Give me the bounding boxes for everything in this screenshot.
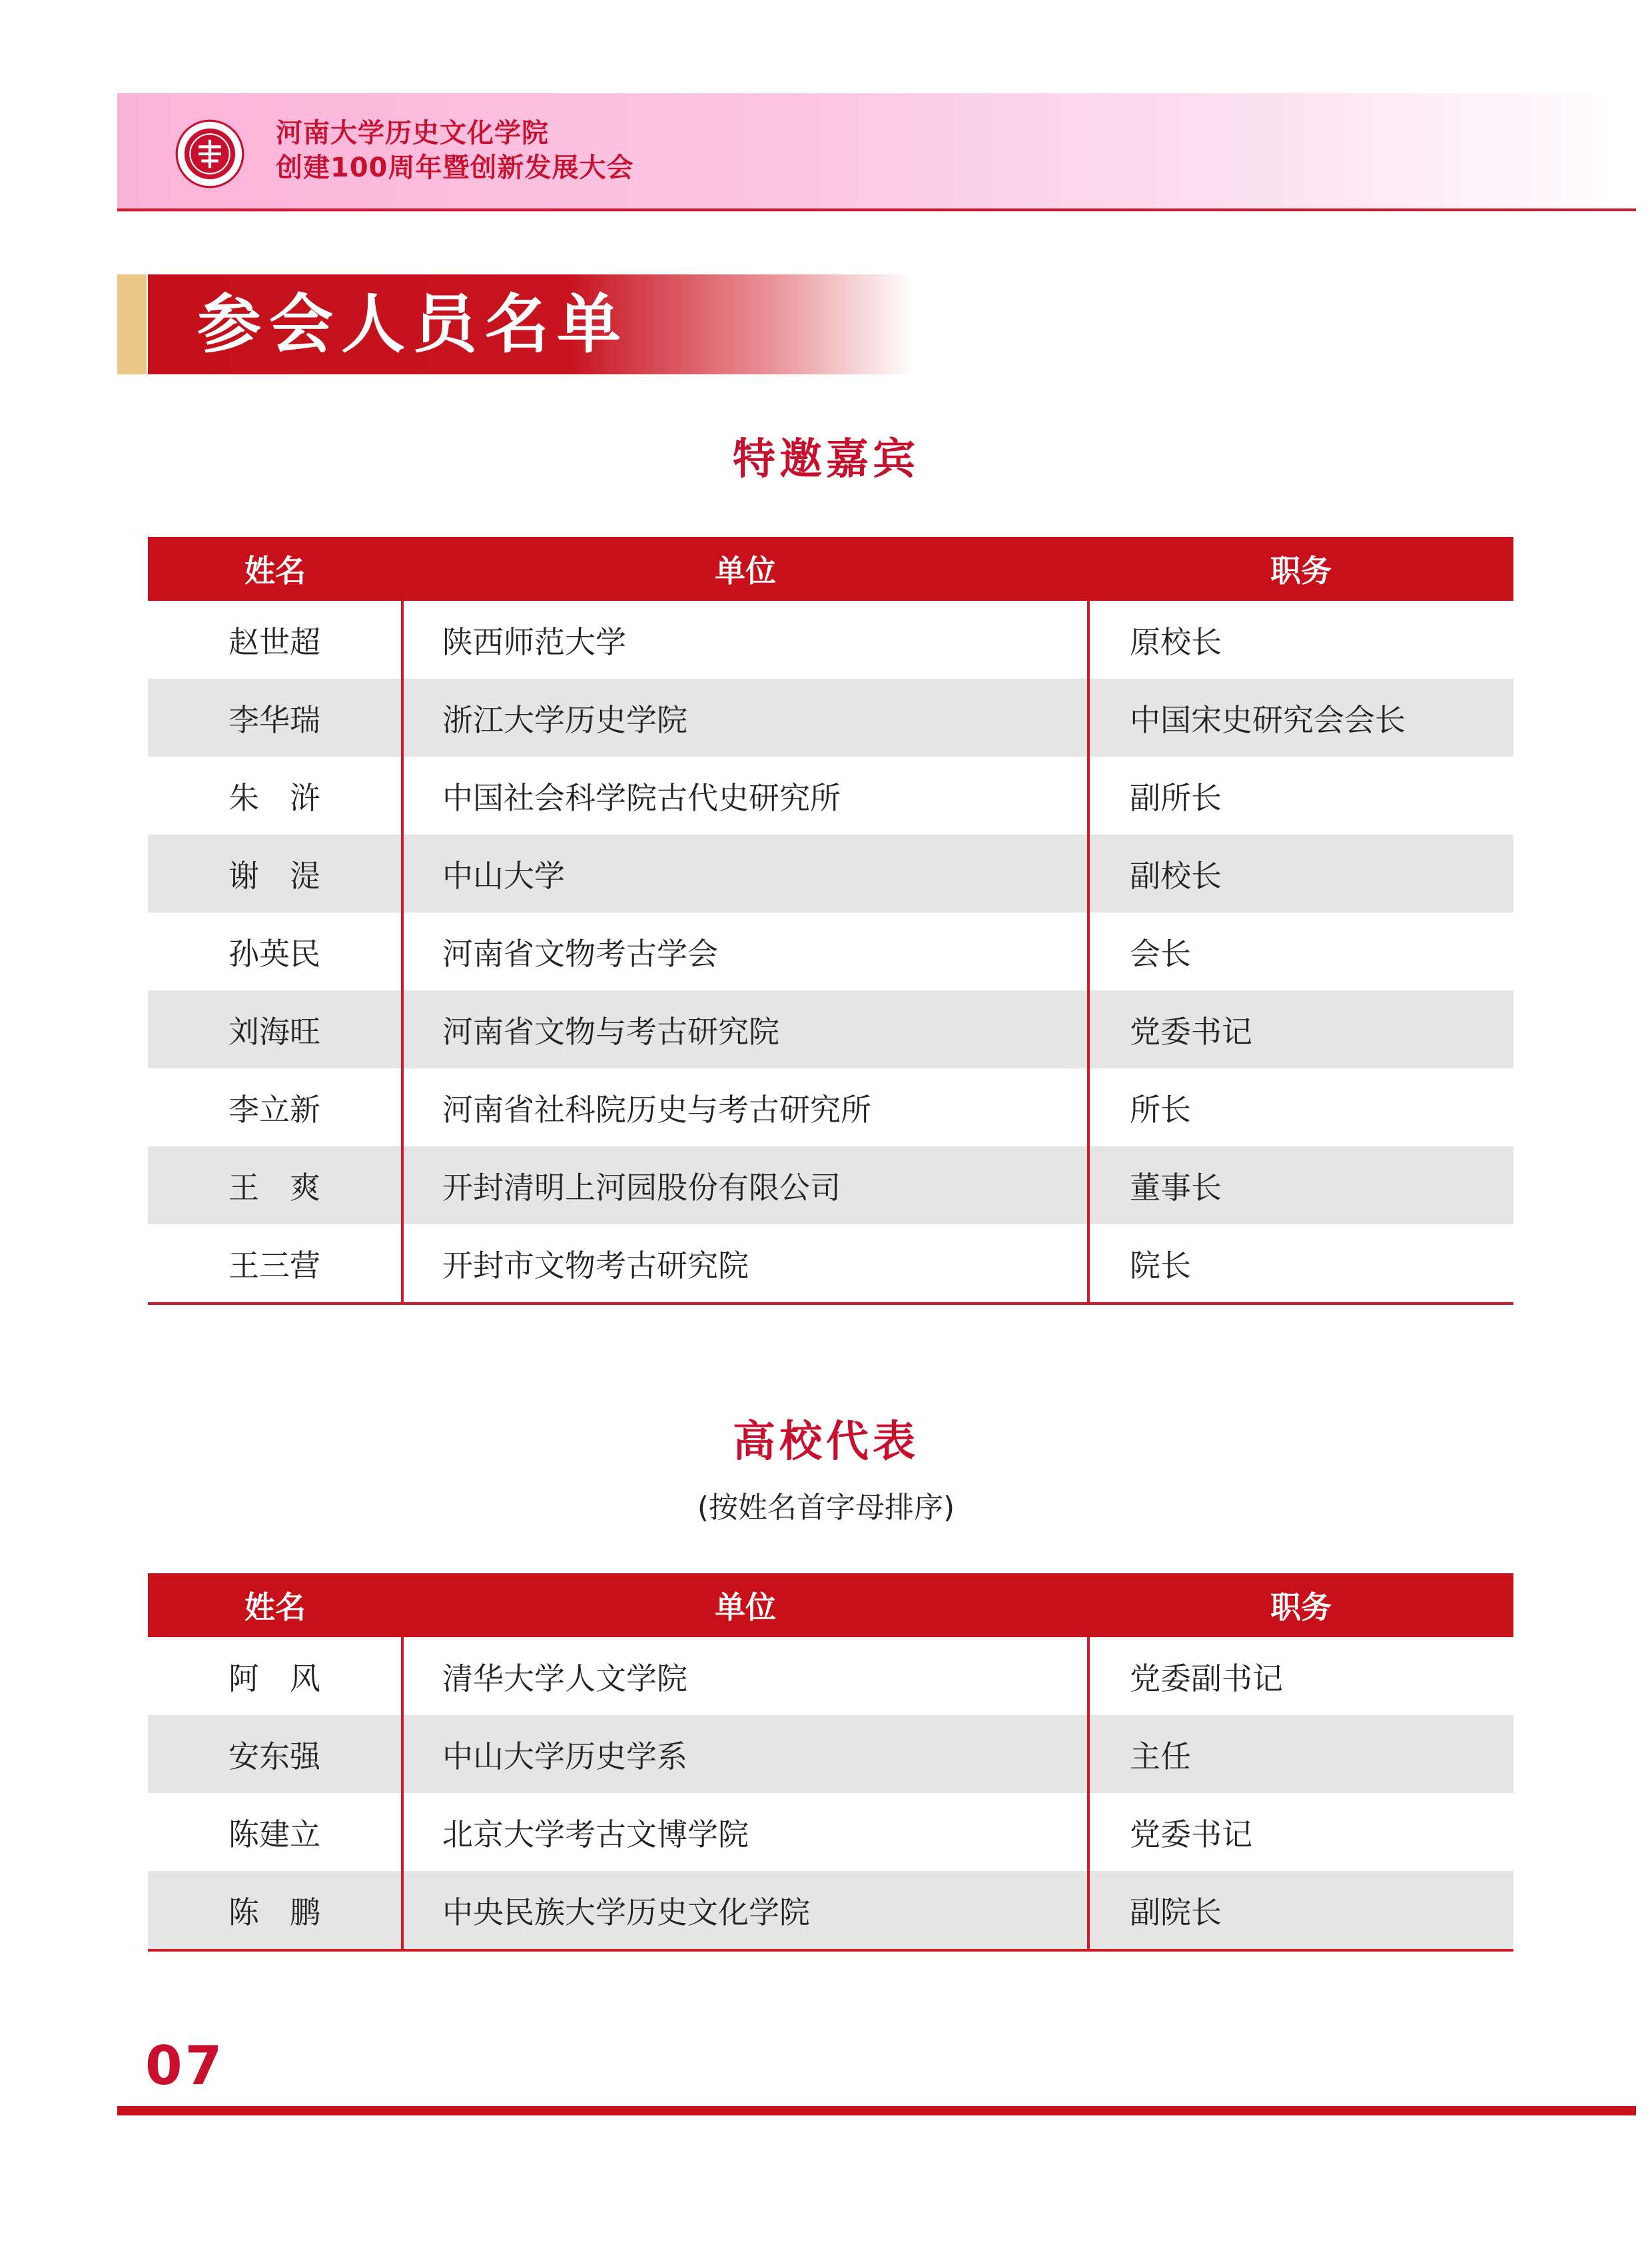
guest-org: 浙江大学历史学院 — [402, 679, 1088, 757]
column-header-position: 职务 — [1088, 537, 1513, 601]
rep-position: 党委书记 — [1130, 1816, 1252, 1852]
table-row — [148, 1793, 1513, 1871]
table-row — [148, 1224, 1513, 1304]
table-row — [148, 1715, 1513, 1793]
header-title — [276, 116, 634, 185]
table-header-row — [148, 1573, 1513, 1637]
rep-org: 清华大学人文学院 — [402, 1637, 1088, 1715]
table-row — [148, 601, 1513, 679]
table-row — [148, 1068, 1513, 1146]
table-row — [148, 1637, 1513, 1715]
rep-org: 北京大学考古文博学院 — [402, 1793, 1088, 1871]
rep-position: 主任 — [1088, 1715, 1513, 1793]
university-reps-title: 高校代表 — [733, 1417, 919, 1467]
guest-name: 李立新 — [148, 1068, 402, 1146]
column-header-org: 单位 — [402, 537, 1088, 601]
table-row — [148, 1871, 1513, 1950]
guest-name: 刘海旺 — [148, 990, 402, 1068]
rep-name: 陈建立 — [148, 1793, 402, 1871]
guest-org: 开封市文物考古研究院 — [402, 1224, 1088, 1304]
guest-position: 原校长 — [1130, 623, 1222, 660]
footer-divider — [117, 2106, 1636, 2115]
guest-position: 副所长 — [1130, 779, 1222, 816]
guest-position: 所长 — [1130, 1091, 1191, 1128]
section-accent-bar — [117, 274, 147, 374]
guest-name: 朱 浒 — [148, 757, 402, 835]
table-row — [148, 679, 1513, 757]
rep-position: 党委副书记 — [1130, 1660, 1283, 1696]
guest-position: 会长 — [1130, 935, 1191, 972]
university-seal-icon — [175, 119, 245, 189]
column-header-name: 姓名 — [148, 1573, 402, 1637]
university-reps-table — [148, 1573, 1513, 1952]
guest-name: 李华瑞 — [148, 679, 402, 757]
guest-position: 中国宋史研究会会长 — [1088, 679, 1513, 757]
guest-name: 王 爽 — [148, 1146, 402, 1224]
rep-name: 阿 风 — [148, 1637, 402, 1715]
table-row — [148, 990, 1513, 1068]
rep-name: 安东强 — [148, 1715, 402, 1793]
rep-position: 副院长 — [1088, 1871, 1513, 1950]
special-guests-title: 特邀嘉宾 — [733, 435, 919, 484]
section-title: 参会人员名单 — [197, 287, 629, 362]
guest-position: 党委书记 — [1088, 990, 1513, 1068]
header-title-line1: 河南大学历史文化学院 — [276, 118, 549, 149]
guest-position: 副校长 — [1088, 835, 1513, 913]
guest-position: 院长 — [1088, 1224, 1513, 1304]
guest-org: 陕西师范大学 — [402, 601, 1088, 679]
guest-org: 河南省文物与考古研究院 — [402, 990, 1088, 1068]
guest-org: 中山大学 — [402, 835, 1088, 913]
guest-name: 赵世超 — [148, 601, 402, 679]
guest-name: 孙英民 — [148, 913, 402, 990]
table-row — [148, 835, 1513, 913]
column-header-org: 单位 — [402, 1573, 1088, 1637]
rep-org: 中山大学历史学系 — [402, 1715, 1088, 1793]
guest-org: 河南省文物考古学会 — [402, 913, 1088, 990]
table-row — [148, 1146, 1513, 1224]
page-number: 07 — [145, 2035, 225, 2097]
table-header-row — [148, 537, 1513, 601]
table-row — [148, 913, 1513, 990]
table-row — [148, 757, 1513, 835]
guest-name: 谢 湜 — [148, 835, 402, 913]
guest-org: 开封清明上河园股份有限公司 — [402, 1146, 1088, 1224]
guest-name: 王三营 — [148, 1224, 402, 1304]
rep-org: 中央民族大学历史文化学院 — [402, 1871, 1088, 1950]
rep-name: 陈 鹏 — [148, 1871, 402, 1950]
guest-org: 河南省社科院历史与考古研究所 — [402, 1068, 1088, 1146]
column-header-position: 职务 — [1088, 1573, 1513, 1637]
column-header-name: 姓名 — [148, 537, 402, 601]
header-title-line2: 创建100周年暨创新发展大会 — [276, 153, 634, 183]
guest-org: 中国社会科学院古代史研究所 — [402, 757, 1088, 835]
special-guests-table — [148, 537, 1513, 1305]
sort-order-note: (按姓名首字母排序) — [697, 1491, 955, 1525]
guest-position: 董事长 — [1088, 1146, 1513, 1224]
header-divider — [117, 208, 1636, 211]
